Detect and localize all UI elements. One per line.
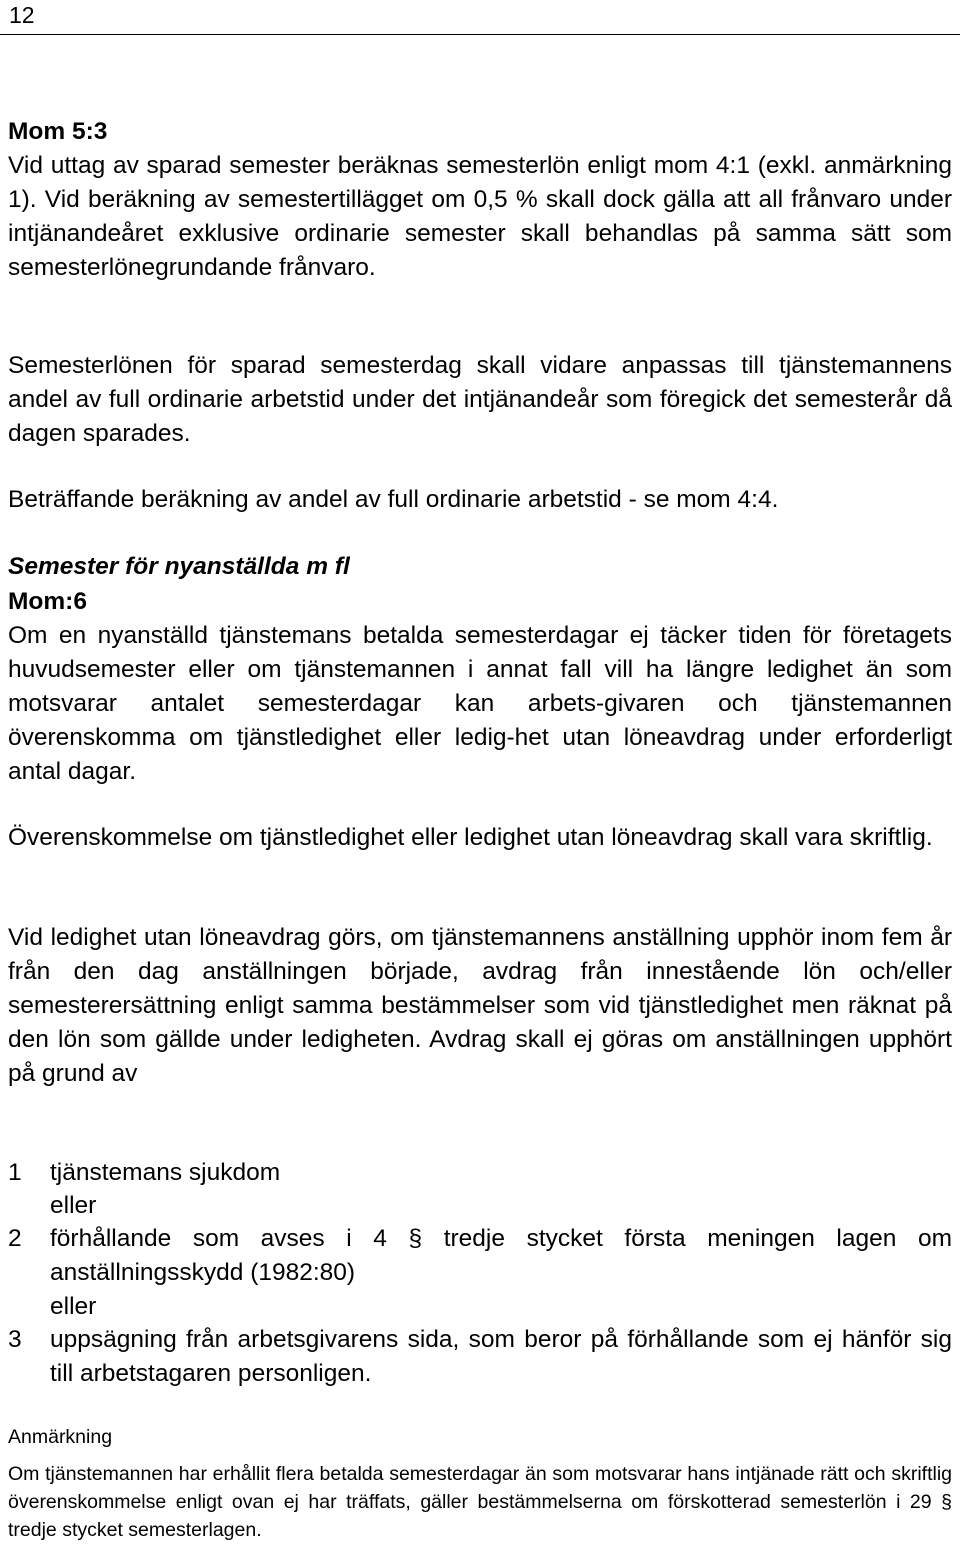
list-item-number: 1 xyxy=(8,1159,22,1186)
page-number: 12 xyxy=(9,2,35,28)
list-connector: eller xyxy=(50,1293,97,1320)
mom6-paragraph-2: Överenskommelse om tjänstledighet eller ledighet utan löneavdrag skall vara skriftlig. xyxy=(8,824,933,851)
list-item-text: uppsägning från arbetsgivarens sida, som beror på förhållande som ej hänför sig till arbetstagaren personligen. xyxy=(50,1326,952,1387)
list-connector: eller xyxy=(50,1192,97,1219)
mom53-paragraph-3: Beträffande beräkning av andel av full ordinarie arbetstid - se mom 4:4. xyxy=(8,486,779,513)
mom53-paragraph-1: Vid uttag av sparad semester beräknas semesterlön enligt mom 4:1 (exkl. anmärkning 1). Vid beräkning av semestertillägget om 0,5 % skall dock gälla att all frånvaro under intjänandeåret exklusive ordinarie semester skall behandlas på samma sätt som semesterlönegrundande frånvaro. xyxy=(8,152,952,281)
mom6-paragraph-1: Om en nyanställd tjänstemans betalda semesterdagar ej täcker tiden för företagets huvudsemester eller om tjänstemannen i annat fall vill ha längre ledighet än som motsvarar antalet semesterdagar kan arbets-givaren och tjänstemannen överenskomma om tjänstledighet eller ledig-het utan löneavdrag under erforderligt antal dagar. xyxy=(8,622,952,785)
mom6-label: Mom:6 xyxy=(8,588,87,615)
note-heading: Anmärkning xyxy=(8,1426,113,1448)
list-item-text: tjänstemans sjukdom xyxy=(50,1159,281,1186)
header-divider xyxy=(0,34,960,35)
note-text: Om tjänstemannen har erhållit flera betalda semesterdagar än som motsvarar hans intjänade rätt och skriftlig överenskommelse enligt ovan ej har träffats, gäller bestämmelserna om förskotterad semesterlön i 29 § tredje stycket semesterlagen. xyxy=(8,1463,952,1541)
section-title: Semester för nyanställda m fl xyxy=(8,553,350,580)
list-item-number: 3 xyxy=(8,1326,22,1353)
mom53-heading: Mom 5:3 xyxy=(8,118,108,145)
list-item-number: 2 xyxy=(8,1225,22,1252)
mom6-paragraph-3: Vid ledighet utan löneavdrag görs, om tjänstemannens anställning upphör inom fem år från den dag anställningen började, avdrag från innestående lön och/eller semesterersättning enligt samma bestämmelser som vid tjänstledighet men räknat på den lön som gällde under ledigheten. Avdrag skall ej göras om anställningen upphört på grund av xyxy=(8,924,952,1087)
mom53-paragraph-2: Semesterlönen för sparad semesterdag skall vidare anpassas till tjänstemannens andel av full ordinarie arbetstid under det intjänandeår som föregick det semesterår då dagen sparades. xyxy=(8,352,952,447)
list-item-text: förhållande som avses i 4 § tredje stycket första meningen lagen om anställningsskydd (1982:80) xyxy=(50,1225,952,1286)
